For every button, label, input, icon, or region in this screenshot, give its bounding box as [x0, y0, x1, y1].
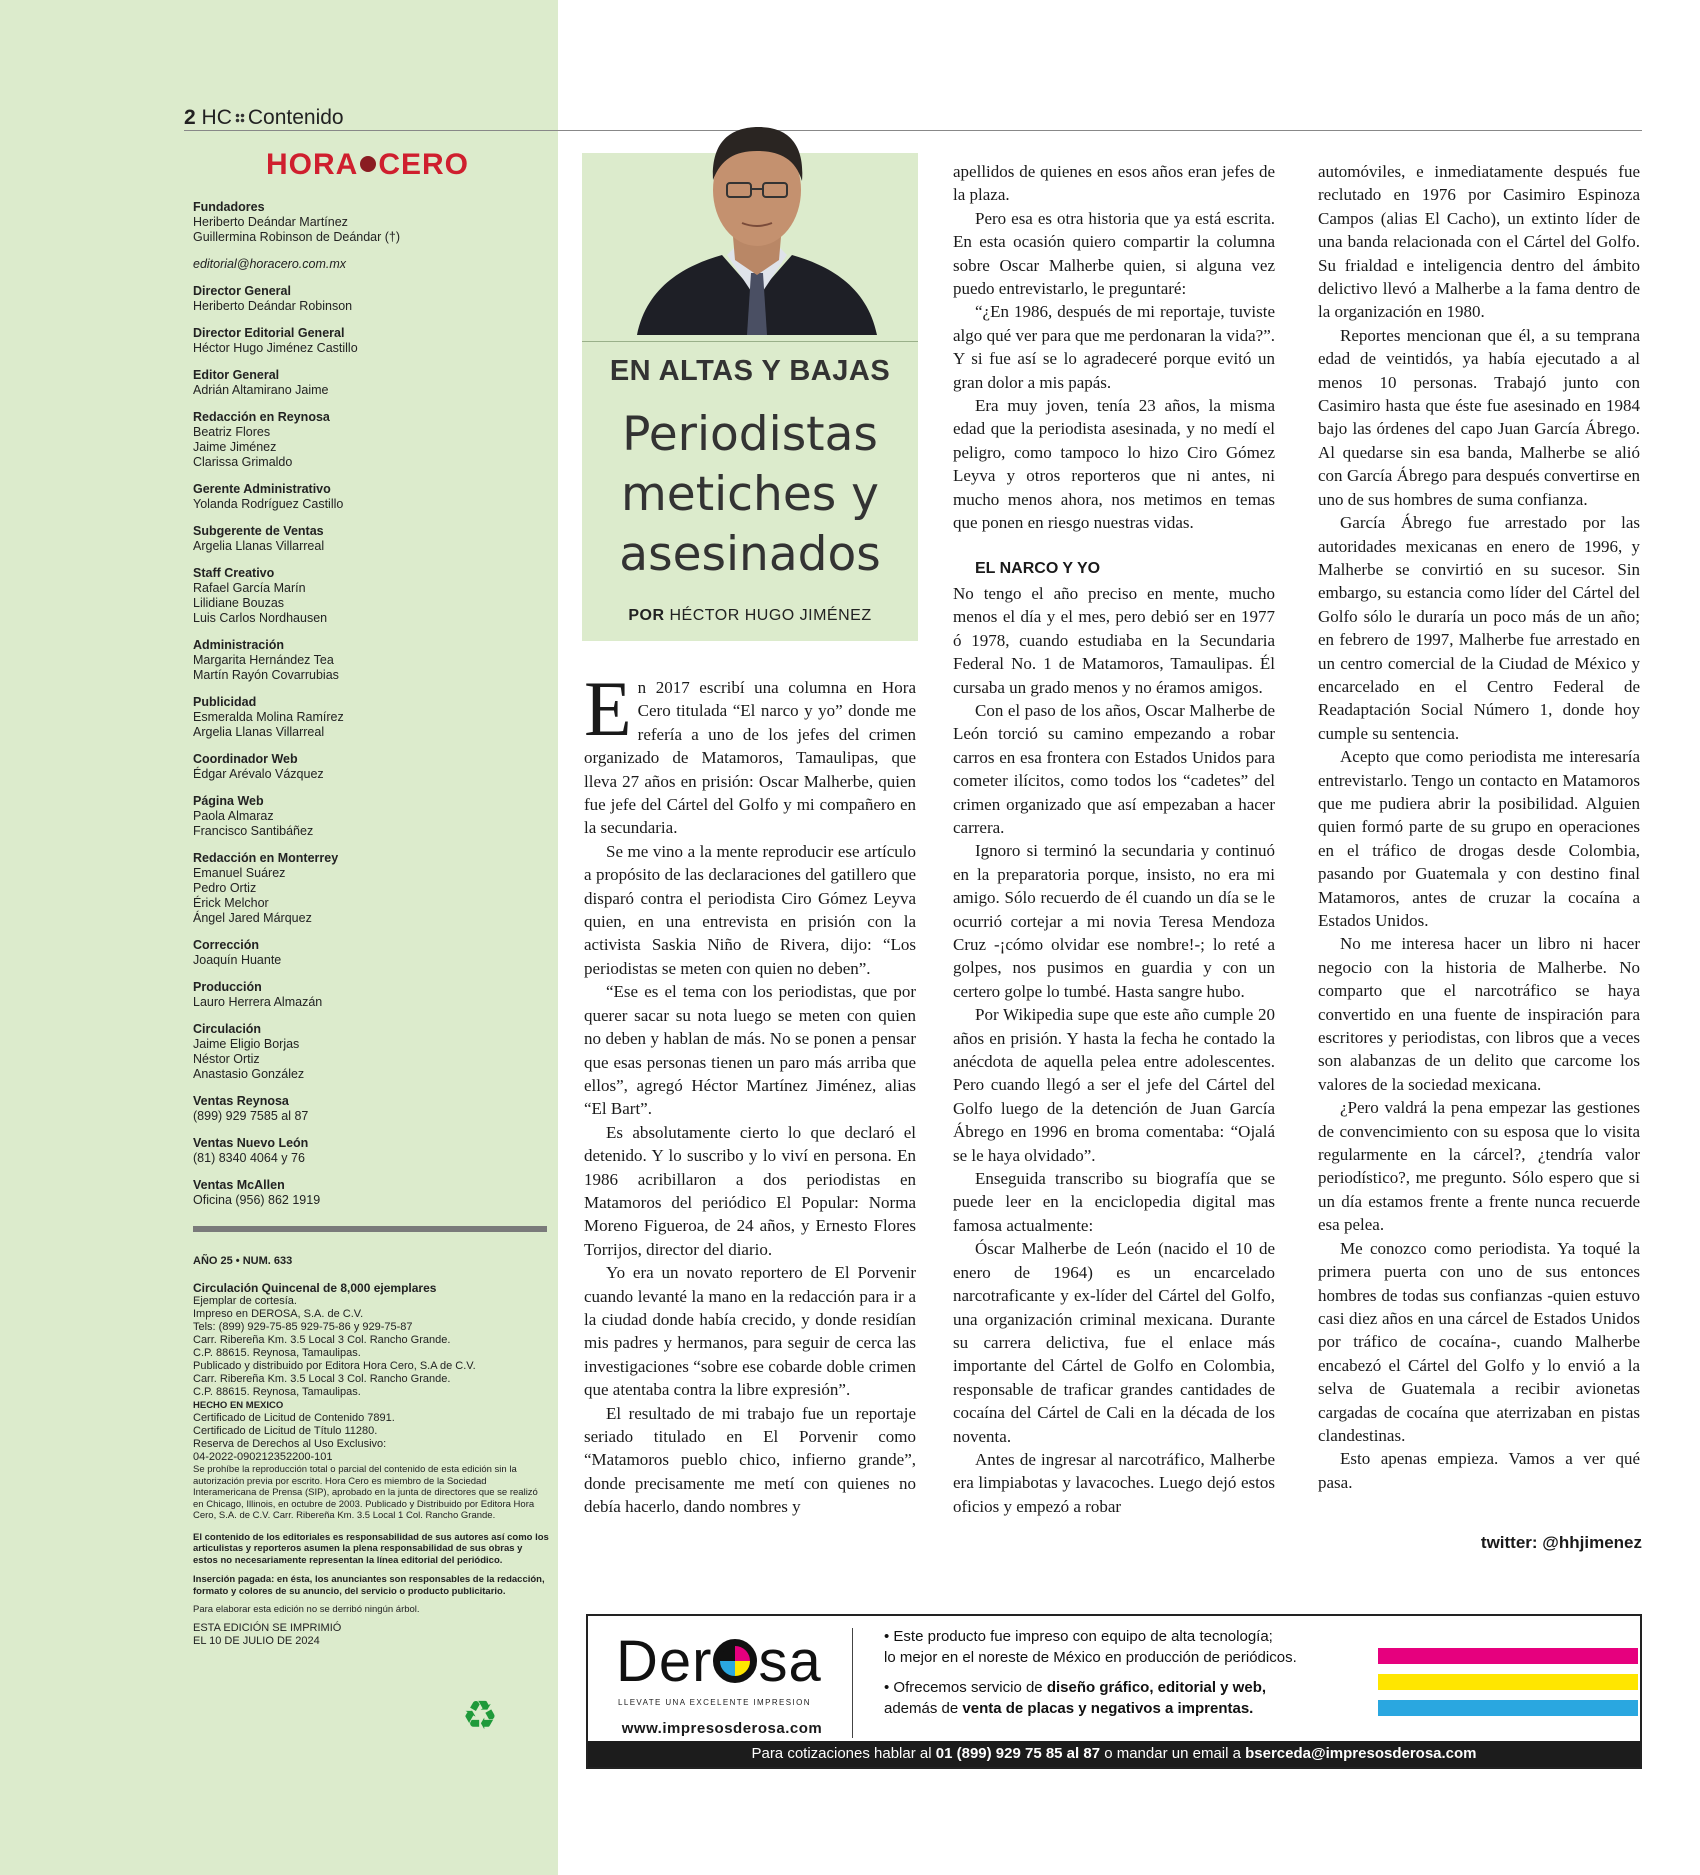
imprint: [193, 1255, 549, 1648]
imprint-line: Impreso en DEROSA, S.A. de C.V.: [193, 1308, 364, 1320]
color-bar: [1378, 1648, 1638, 1664]
staff-block: [193, 1022, 553, 1082]
sidebar-divider: [193, 1226, 547, 1232]
staff-name: Margarita Hernández Tea: [193, 653, 334, 667]
byline: [582, 607, 918, 625]
header-rule: [184, 130, 1642, 131]
ad-bullet-line: lo mejor en el noreste de México en producción de periódicos.: [884, 1649, 1297, 1666]
staff-role: Publicidad: [193, 695, 257, 709]
ad-text-bold: diseño gráfico, editorial y web,: [1046, 1679, 1267, 1696]
staff-role: Redacción en Reynosa: [193, 410, 330, 424]
certificates: [193, 1412, 549, 1464]
paid-insertion-disclaimer: Inserción pagada: en ésta, los anunciantes son responsables de la redacción, formato y colores de su anuncio, del servicio o producto publicitario.: [193, 1574, 545, 1597]
staff-block: [193, 752, 553, 782]
staff-block: [193, 410, 553, 470]
staff-name: Clarissa Grimaldo: [193, 455, 293, 469]
staff-role: Gerente Administrativo: [193, 482, 331, 496]
staff-role: Director Editorial General: [193, 326, 345, 340]
page-number: 2: [184, 106, 196, 129]
staff-role: Redacción en Monterrey: [193, 851, 339, 865]
staff-block: [193, 938, 553, 968]
staff-block: [193, 524, 553, 554]
editorial-email: editorial@horacero.com.mx: [193, 257, 347, 271]
ad-bullet-line: [884, 1677, 1384, 1698]
imprint-lines: [193, 1295, 549, 1399]
staff-name: Heriberto Deándar Robinson: [193, 299, 353, 313]
staff-name: Paola Almaraz: [193, 809, 274, 823]
staff-block: [193, 794, 553, 839]
staff-name: Rafael García Marín: [193, 581, 306, 595]
issue-number: AÑO 25 • NUM. 633: [193, 1255, 293, 1267]
footer-phone: 01 (899) 929 75 85 al 87: [935, 1745, 1101, 1762]
page-folio: [184, 106, 344, 130]
article-paragraph: Acepto que como periodista me interesaría entrevistarlo. Tengo un contacto en Matamoros que me pudiera abrir la posibilidad. Alguien quien formó parte de su grupo en operaciones en el tráfico de drogas desde Colombia, pasando por Guatemala y con destino final Matamoros, antes de cruzar la cocaína a Estados Unidos.: [1318, 747, 1640, 930]
staff-name: Anastasio González: [193, 1067, 305, 1081]
print-date-line1: ESTA EDICIÓN SE IMPRIMIÓ: [193, 1622, 342, 1634]
staff-name: Yolanda Rodríguez Castillo: [193, 497, 344, 511]
staff-role: Staff Creativo: [193, 566, 275, 580]
article-column-1: [584, 665, 916, 1519]
staff-name: Francisco Santibáñez: [193, 824, 314, 838]
article-paragraph: “¿En 1986, después de mi reportaje, tuviste algo qué ver para que me perdonaran la vida?”. Y si fue así se lo agradeceré porque evitó un gran dolor a mis papás.: [953, 302, 1275, 392]
paragraph-text: n 2017 escribí una columna en Hora Cero titulada “El narco y yo” donde me refería a uno de los jefes del crimen organizado de Matamoros, Tamaulipas, que lleva 27 años en prisión: Oscar Malherbe, quien fue jefe del Cártel del Golfo y mi compañero en la secundaria.: [584, 678, 916, 838]
article-paragraph: García Ábrego fue arrestado por las autoridades mexicanas en enero de 1996, y Malherbe se convirtió en su sucesor. Sin embargo, su estancia como líder del Cártel del Golfo sólo le duraría un poco más de un año; en febrero de 1997, Malherbe fue arrestado en un centro comercial de la Ciudad de México y encarcelado en el Centro Federal de Readaptación Social Número 1, donde hoy cumple su sentencia.: [1318, 513, 1640, 743]
title-line: Periodistas: [622, 407, 878, 462]
imprint-line: Carr. Ribereña Km. 3.5 Local 3 Col. Rancho Grande.: [193, 1373, 451, 1385]
ad-text-bold: venta de placas y negativos a imprentas.: [962, 1700, 1254, 1717]
staff-name: Jaime Jiménez: [193, 440, 277, 454]
staff-name: Jaime Eligio Borjas: [193, 1037, 300, 1051]
staff-block: [193, 851, 553, 926]
staff-name: Oficina (956) 862 1919: [193, 1193, 321, 1207]
imprint-line: C.P. 88615. Reynosa, Tamaulipas.: [193, 1347, 361, 1359]
article-paragraph: Con el paso de los años, Oscar Malherbe de León torció su camino empezando a robar carros en esa frontera con Estados Unidos para cometer ilícitos, como todos los “cadetes” del crimen organizado que así empezaban a hacer carrera.: [953, 700, 1275, 837]
author-twitter: twitter: @hhjimenez: [1480, 1533, 1642, 1552]
article-paragraph: Esto apenas empieza. Vamos a ver qué pasa.: [1318, 1449, 1640, 1492]
article-paragraph: Ignoro si terminó la secundaria y continuó en la preparatoria porque, insisto, no era mi amigo. Sólo recuerdo de él cuando un día se le ocurrió cortejar a mi novia Teresa Mendoza Cruz -¡cómo olvidar ese nombre!-; lo reté a golpes, nos pusimos en guardia y con un certero golpe lo tumbé. Hasta sangre hubo.: [953, 841, 1275, 1001]
staff-role: Ventas Reynosa: [193, 1094, 289, 1108]
imprint-line: Carr. Ribereña Km. 3.5 Local 3 Col. Rancho Grande.: [193, 1334, 451, 1346]
ad-tagline: LLEVATE UNA EXCELENTE IMPRESION: [618, 1698, 811, 1707]
staff-name: Adrián Altamirano Jaime: [193, 383, 329, 397]
staff-block: [193, 1094, 553, 1124]
article-paragraph: Yo era un novato reportero de El Porvenir cuando levanté la mano en la redacción para ir a la ciudad donde había crecido, y donde residían mis padres y hermanos, para seguir de cerca las investigaciones “sobre ese cobarde doble crimen que atentaba contra la libre expresión”.: [584, 1263, 916, 1400]
imprint-line: Tels: (899) 929-75-85 929-75-86 y 929-75-87: [193, 1321, 413, 1333]
ad-footer: [588, 1741, 1640, 1767]
ad-copy: [884, 1626, 1384, 1728]
ad-text-plain: • Ofrecemos servicio de: [884, 1679, 1047, 1696]
ad-bullet: [884, 1626, 1384, 1668]
logo-right: sa: [758, 1629, 822, 1694]
staff-role: Corrección: [193, 938, 259, 952]
staff-block: [193, 284, 553, 314]
staff-block: [193, 368, 553, 398]
small-print: Se prohíbe la reproducción total o parcial del contenido de esta edición sin la autorización previa por escrito. Hora Cero es miembro de la Sociedad Interamericana de Prensa (SIP), aprobado en la junta de directores que se realizó en Chicago, Illinois, en octubre de 2003. Publicado y Distribuido por Editora Hora Cero, S.A. de C.V. Carr. Ribereña Km. 3.5 Local 1 Col. Rancho Grande.: [193, 1464, 538, 1521]
staff-role: Página Web: [193, 794, 264, 808]
article-paragraph: Se me vino a la mente reproducir ese artículo a propósito de las declaraciones del gatillero que disparó contra el periodista Ciro Gómez Leyva quien, en una entrevista en prisión con la activista Saskia Niño de Rivera, dijo: “Los periodistas se meten con quien no deben”.: [584, 841, 916, 978]
color-bar: [1378, 1700, 1638, 1716]
staff-role: Coordinador Web: [193, 752, 298, 766]
article-paragraph: No me interesa hacer un libro ni hacer negocio con la historia de Malherbe. No comparto que el narcotráfico se haya convertido en una fuente de inspiración para escritores y periodistas, con libros que a veces son alabanzas de un delito que carcome los valores de la sociedad mexicana.: [1318, 934, 1640, 1094]
footer-text: o mandar un email a: [1100, 1745, 1246, 1762]
certificate-line: Certificado de Licitud de Título 11280.: [193, 1425, 378, 1437]
byline-prefix: POR: [628, 607, 665, 624]
editorial-disclaimer: El contenido de los editoriales es responsabilidad de sus autores así como los articulistas y reporteros asumen la plena responsabilidad de sus obras y estos no necesariamente representan la línea editorial del periódico.: [193, 1531, 549, 1566]
article-paragraph: “Ese es el tema con los periodistas, que por querer sacar su nota luego se meten con quien no deben y hablan de más. No se ponen a pensar que esas personas tienen un paro más arriba que ellos”, agregó Héctor Martínez Jiménez, alias “El Bart”.: [584, 982, 916, 1119]
section-code: HC: [201, 106, 232, 129]
staff-role: Producción: [193, 980, 262, 994]
staff-name: Héctor Hugo Jiménez Castillo: [193, 341, 358, 355]
staff-name: Martín Rayón Covarrubias: [193, 668, 339, 682]
column-header-box: [582, 153, 918, 641]
made-in-mexico: HECHO EN MEXICO: [193, 1400, 284, 1411]
staff-name: Pedro Ortiz: [193, 881, 257, 895]
staff-block: [193, 326, 553, 356]
article-paragraph: apellidos de quienes en esos años eran jefes de la plaza.: [953, 162, 1275, 205]
staff-name: Heriberto Deándar Martínez: [193, 215, 348, 229]
staff-role: Circulación: [193, 1022, 262, 1036]
logo-left: Der: [616, 1629, 713, 1694]
staff-block: [193, 980, 553, 1010]
author-photo: [627, 95, 887, 335]
imprint-line: Publicado y distribuido por Editora Hora Cero, S.A de C.V.: [193, 1360, 476, 1372]
derosa-logo: [616, 1628, 822, 1695]
color-wheel-icon: [713, 1639, 757, 1683]
staff-name: Emanuel Suárez: [193, 866, 286, 880]
article-paragraph: Era muy joven, tenía 23 años, la misma edad que la periodista asesinada, y no medí el peligro, como tampoco lo hizo Ciro Gómez Leyva y otros reporteros que ni antes, ni mucho menos ahora, nos metimos en temas que ponen en riesgo nuestras vidas.: [953, 396, 1275, 533]
footer-text: Para cotizaciones hablar al: [751, 1745, 936, 1762]
ad-bullet: [884, 1677, 1384, 1719]
staff-name: Lilidiane Bouzas: [193, 596, 285, 610]
section-subhead: EL NARCO Y YO: [975, 559, 1101, 577]
column-kicker: EN ALTAS Y BAJAS: [609, 355, 891, 387]
staff-name: Édgar Arévalo Vázquez: [193, 767, 324, 781]
masthead-right: CERO: [378, 148, 470, 181]
article-paragraph: Es absolutamente cierto lo que declaró el detenido. Y lo suscribo y lo viví en persona. En 1986 acribillaron a dos periodistas en Matamoros del periódico El Popular: Norma Moreno Figueroa, de 24 años, y Ernesto Flores Torrijos, director del diario.: [584, 1122, 916, 1259]
staff-name: (899) 929 7585 al 87: [193, 1109, 309, 1123]
article-paragraph: automóviles, e inmediatamente después fue reclutado en 1976 por Casimiro Espinoza Campos (alias El Cacho), un extinto líder de una banda relacionada con el Cártel del Golfo. Su frialdad e inteligencia dentro del ámbito delictivo llevó a Malherbe a la fama dentro de la organización en 1980.: [1318, 162, 1640, 322]
title-line: asesinados: [619, 527, 881, 582]
title-line: metiches y: [621, 467, 879, 522]
staff-name: Luis Carlos Nordhausen: [193, 611, 328, 625]
article-paragraph: Óscar Malherbe de León (nacido el 10 de enero de 1964) es un encarcelado narcotraficante y ex-líder del Cártel del Golfo, una organización criminal mexicana. Durante su carrera delictiva, fue el enlace más importante del Cártel de Golfo en Colombia, responsable de traficar grandes cantidades de cocaína del Cártel de Cali en la década de los noventa.: [953, 1239, 1275, 1446]
dots-icon: [235, 113, 245, 123]
staff-role: Administración: [193, 638, 284, 652]
staff-role: Subgerente de Ventas: [193, 524, 324, 538]
imprint-line: C.P. 88615. Reynosa, Tamaulipas.: [193, 1386, 361, 1398]
staff-name: Néstor Ortiz: [193, 1052, 260, 1066]
byline-author: HÉCTOR HUGO JIMÉNEZ: [669, 607, 872, 624]
article-title: [582, 405, 918, 585]
staff-block: [193, 200, 553, 245]
staff-role: Fundadores: [193, 200, 265, 214]
staff-block: [193, 638, 553, 683]
article-paragraph: Reportes mencionan que él, a su temprana edad de veintidós, ya había ejecutado a al menos 10 personas. Trabajó junto con Casimiro hasta que éste fue asesinado en 1984 bajo las órdenes del capo Juan García Ábrego. Al quedarse sin esa banda, Malherbe se alió con García Ábrego para después convertirse en uno de sus hombres de suma confianza.: [1318, 325, 1640, 509]
staff-role: Ventas Nuevo León: [193, 1136, 309, 1150]
staff-role: Editor General: [193, 368, 280, 382]
staff-block: [193, 1178, 553, 1208]
color-bar: [1378, 1674, 1638, 1690]
recycle-icon: ♻: [462, 1693, 498, 1738]
staff-name: Guillermina Robinson de Deándar (†): [193, 230, 401, 244]
staff-name: Érick Melchor: [193, 896, 269, 910]
staff-name: Lauro Herrera Almazán: [193, 995, 323, 1009]
cmyk-bars: [1378, 1648, 1638, 1726]
paper-note: Para elaborar esta edición no se derribó ningún árbol.: [193, 1604, 420, 1615]
staff-name: Joaquín Huante: [193, 953, 282, 967]
article-paragraph: Pero esa es otra historia que ya está escrita. En esta ocasión quiero compartir la columna sobre Oscar Malherbe quien, si alguna vez puedo entrevistarlo, le preguntaré:: [953, 208, 1275, 299]
article-paragraph: No tengo el año preciso en mente, mucho menos el día y el mes, pero debió ser en 1977 ó 1978, cuando estudiaba en la Secundaria Federal No. 1 de Matamoros, Tamaulipas. Él cursaba un grado menos y no éramos amigos.: [953, 583, 1275, 697]
kicker-rule: [582, 341, 918, 342]
footer-email: bserceda@impresosderosa.com: [1245, 1745, 1477, 1762]
certificate-line: 04-2022-090212352200-101: [193, 1451, 333, 1463]
staff-name: Argelia Llanas Villarreal: [193, 725, 325, 739]
section-name: Contenido: [247, 106, 344, 129]
ad-text-plain: además de: [884, 1700, 963, 1717]
article-paragraph: [584, 665, 916, 840]
staff-name: Esmeralda Molina Ramírez: [193, 710, 344, 724]
staff-block: [193, 695, 553, 740]
imprint-line: Ejemplar de cortesía.: [193, 1295, 297, 1307]
staff-directory: [193, 200, 553, 1220]
staff-name: Ángel Jared Márquez: [193, 911, 312, 925]
certificate-line: Certificado de Licitud de Contenido 7891.: [193, 1412, 395, 1424]
ad-bullet-line: • Este producto fue impreso con equipo de alta tecnología;: [884, 1628, 1273, 1645]
staff-block: [193, 482, 553, 512]
staff-role: Ventas McAllen: [193, 1178, 285, 1192]
staff-role: Director General: [193, 284, 291, 298]
circulation: Circulación Quincenal de 8,000 ejemplares: [193, 1281, 437, 1295]
masthead-logo: [266, 148, 469, 182]
article-paragraph: Enseguida transcribo su biografía que se puede leer en la enciclopedia digital mas famosa actualmente:: [953, 1169, 1275, 1235]
drop-cap: E: [584, 665, 632, 752]
masthead-left: HORA: [266, 148, 359, 181]
article-paragraph: Me conozco como periodista. Ya toqué la primera puerta con uno de sus entonces hombres de todas sus confianzas -quien estuvo casi diez años en una cárcel de Estados Unidos por tráfico de cocaína-, cuando Malherbe encabezó el Cártel del Golfo y lo envió a la selva de Guatemala a recibir avionetas cargadas de cocaína que aterrizaban en pistas clandestinas.: [1318, 1238, 1640, 1445]
staff-block: [193, 1136, 553, 1166]
ad-bullet-line: [884, 1698, 1384, 1719]
staff-name: (81) 8340 4064 y 76: [193, 1151, 305, 1165]
article-column-3: [1318, 160, 1640, 1494]
article-paragraph: Por Wikipedia supe que este año cumple 20 años en prisión. Y hasta la fecha he contado la anécdota de aquella pelea entre adolescentes. Pero cuando llegó a ser el jefe del Cártel del Golfo luego de la detención de Juan García Ábrego en 1996 en broma comentaba: “Ojalá se le haya olvidado”.: [953, 1005, 1275, 1165]
ad-divider: [852, 1628, 853, 1738]
print-date-line2: EL 10 DE JULIO DE 2024: [193, 1635, 320, 1647]
article-paragraph: El resultado de mi trabajo fue un reportaje seriado titulado en El Porvenir como “Matamoros pueblo chico, infierno grande”, donde precisamente me metí con quienes no debía hacerlo, dando nombres y: [584, 1403, 916, 1517]
globe-icon: [360, 156, 376, 172]
ad-url: www.impresosderosa.com: [621, 1720, 823, 1737]
staff-name: Beatriz Flores: [193, 425, 271, 439]
certificate-line: Reserva de Derechos al Uso Exclusivo:: [193, 1438, 387, 1450]
derosa-ad: [586, 1614, 1642, 1769]
article-paragraph: Antes de ingresar al narcotráfico, Malherbe era limpiabotas y lavacoches. Luego dejó estos oficios y empezó a robar: [953, 1449, 1275, 1516]
staff-block: [193, 566, 553, 626]
staff-name: Argelia Llanas Villarreal: [193, 539, 325, 553]
article-paragraph: ¿Pero valdrá la pena empezar las gestiones de convencimiento con su esposa que lo visita regularmente en la cárcel?, ¿tendría valor periodístico?, me pregunto. Sólo espero que si un día estamos frente a frente nunca recuerde esa pelea.: [1318, 1098, 1640, 1235]
article-column-2: [953, 160, 1275, 1518]
